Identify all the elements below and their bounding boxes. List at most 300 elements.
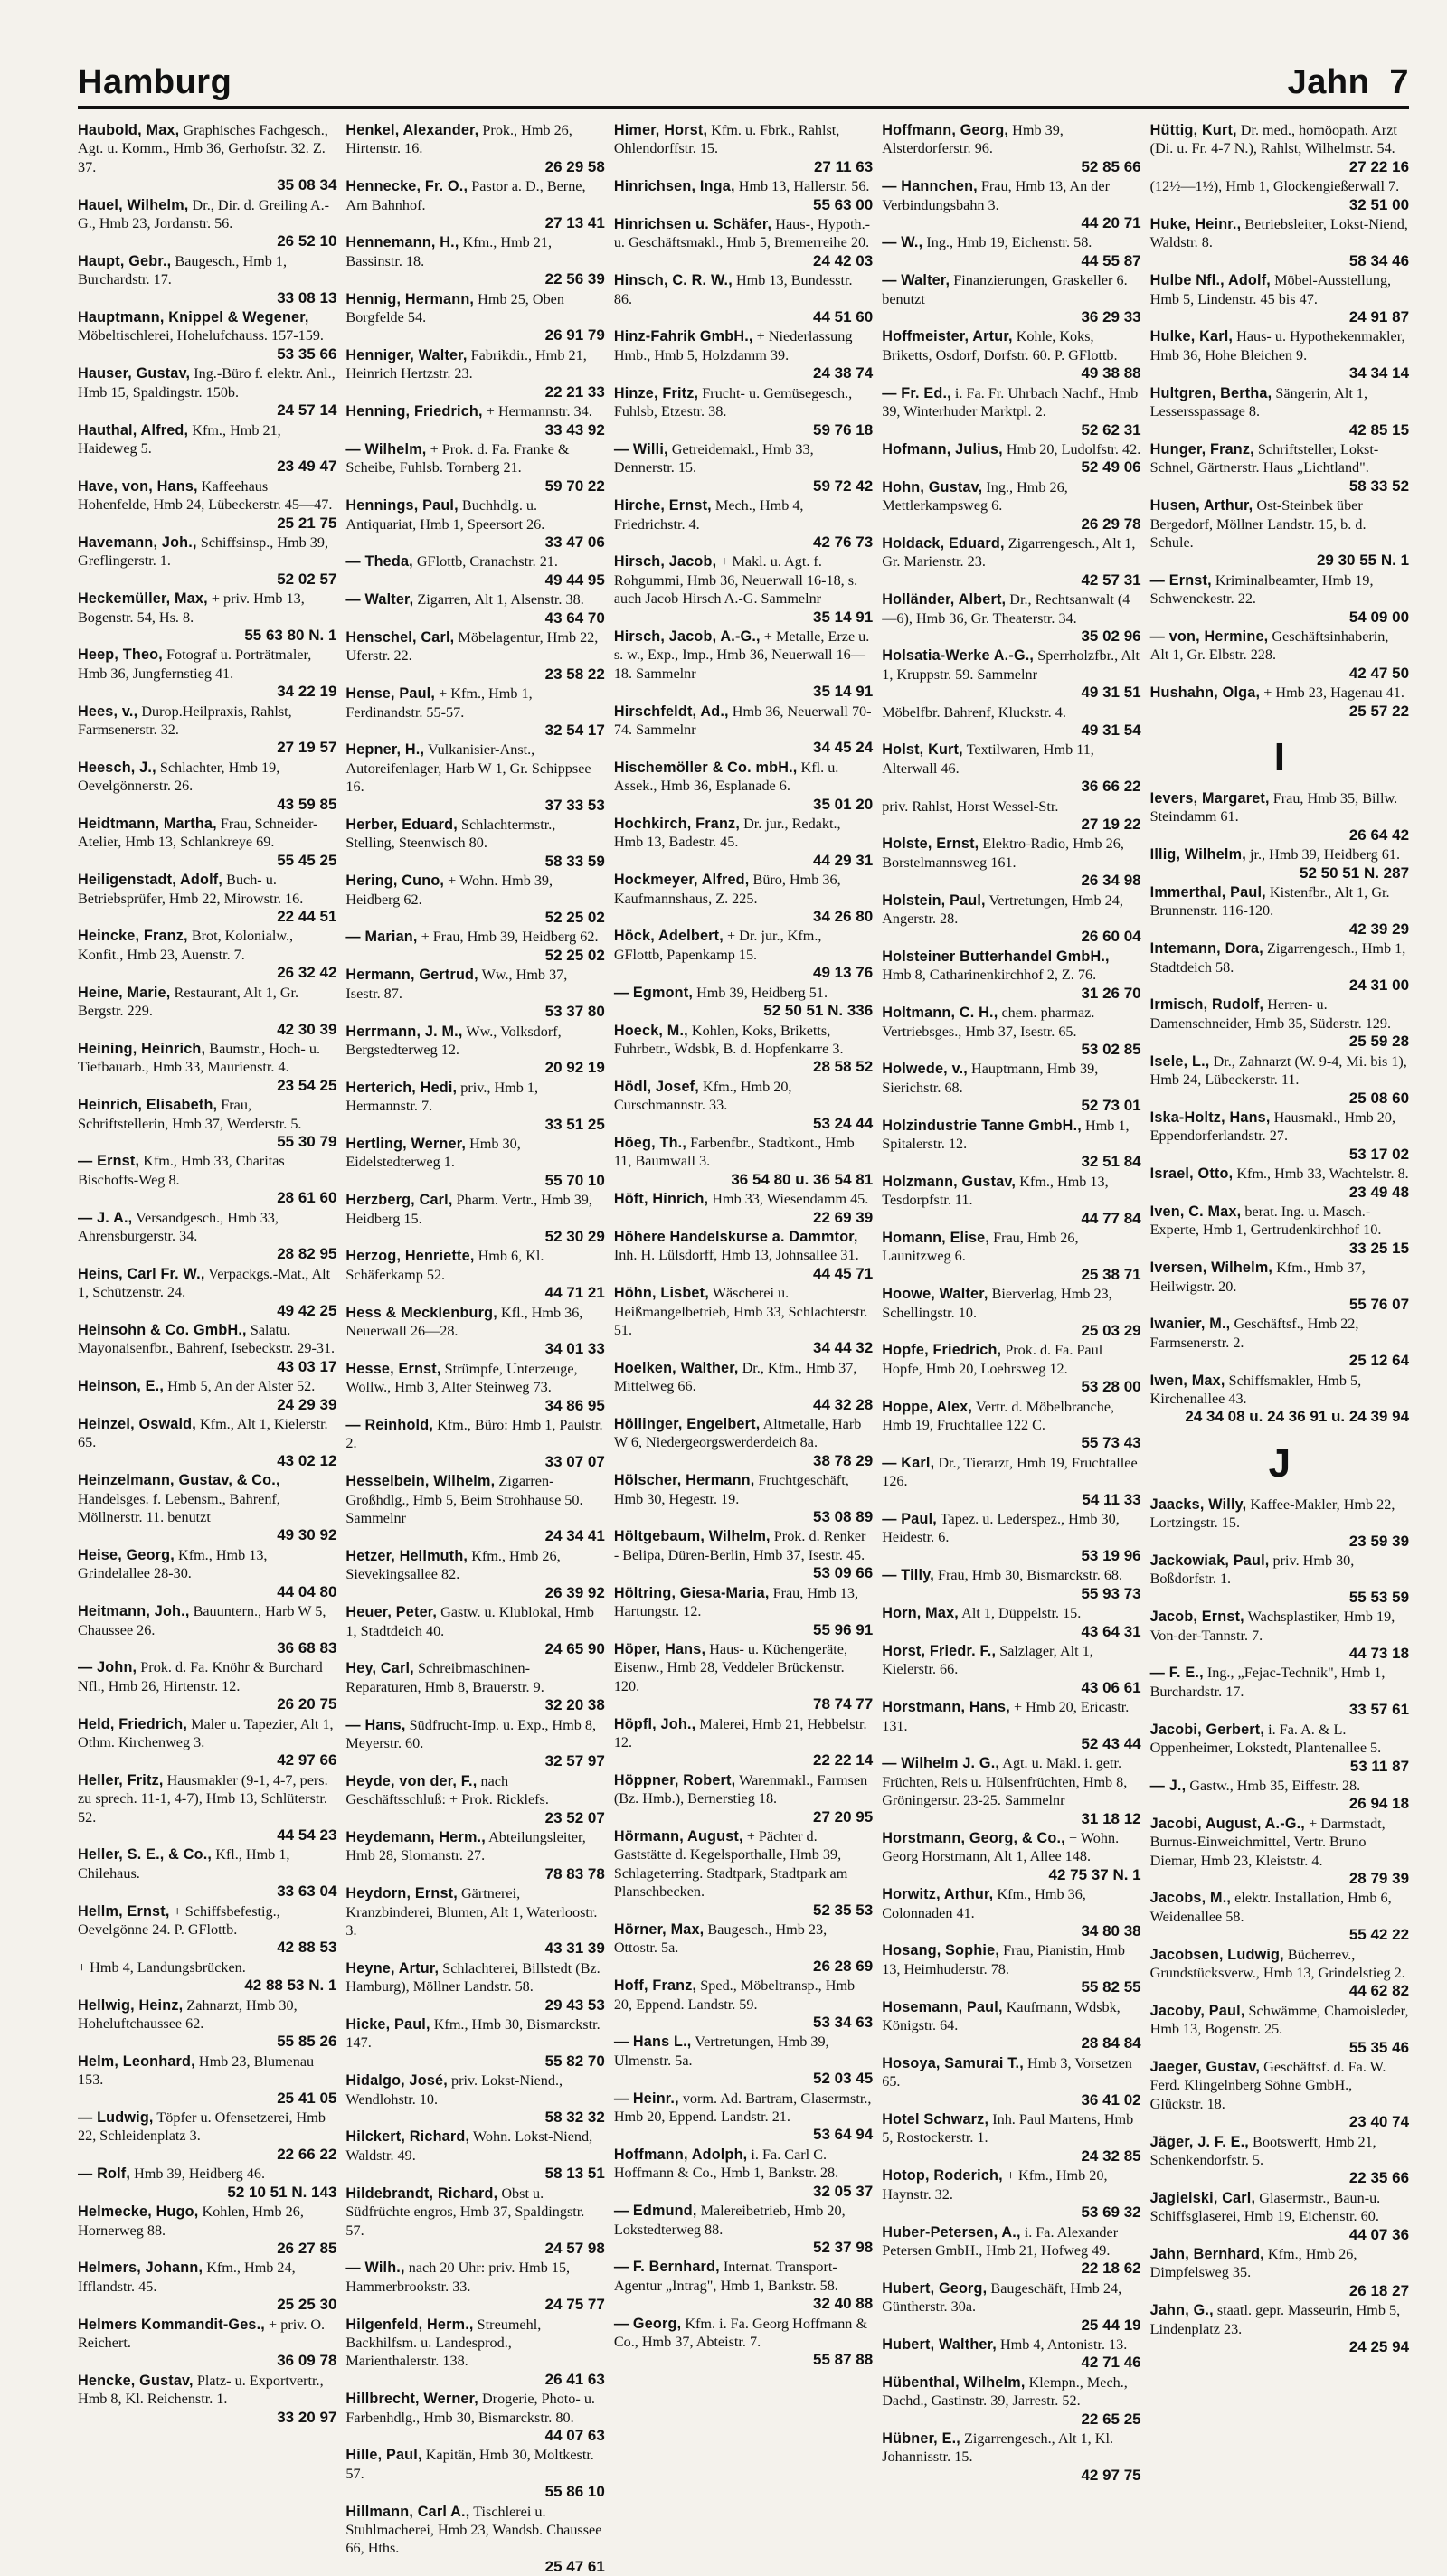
directory-entry xyxy=(78,2165,336,2202)
entry-name: Heep, Theo, xyxy=(78,646,163,664)
entry-details: Tischlerei u. Stuhlmacherei, Hmb 23, Wandsb. Chaussee 66, Hths. xyxy=(345,2503,602,2557)
entry-phone: 43 06 61 xyxy=(1081,1678,1141,1696)
directory-entry xyxy=(614,1977,873,2032)
entry-details: Möbeltischlerei, Hohelufchauss. 157-159. xyxy=(78,327,324,344)
directory-entry xyxy=(1150,1259,1409,1314)
entry-phone: 53 09 66 xyxy=(813,1564,874,1582)
entry-details: Kfm., Hmb 36, Colonnaden 41. xyxy=(882,1886,1086,1921)
entry-name: Hockmeyer, Alfred, xyxy=(613,872,750,889)
entry-name: — Reinhold, xyxy=(345,1417,434,1434)
directory-entry xyxy=(1150,1052,1409,1108)
entry-phone: 55 85 26 xyxy=(277,2033,337,2051)
entry-name: — Walter, xyxy=(882,272,950,289)
entry-phone: 52 62 31 xyxy=(1081,420,1141,439)
directory-entry xyxy=(345,177,604,232)
directory-entry xyxy=(78,2316,336,2371)
directory-entry xyxy=(614,1228,873,1283)
directory-entry xyxy=(78,2203,336,2258)
entry-name: Husen, Arthur, xyxy=(1149,497,1253,514)
entry-phone: 43 59 85 xyxy=(277,795,337,813)
entry-phone: 43 31 39 xyxy=(544,1939,605,1958)
entry-phone: 27 20 95 xyxy=(813,1807,874,1826)
directory-entry xyxy=(78,1415,336,1470)
entry-name: Hotop, Roderich, xyxy=(882,2167,1003,2184)
entry-name: Haupt, Gebr., xyxy=(78,252,172,269)
entry-phone: 42 71 46 xyxy=(1081,2354,1141,2372)
entry-phone: 26 27 85 xyxy=(277,2239,337,2257)
entry-name: Herterich, Hedi, xyxy=(345,1079,458,1096)
directory-entry xyxy=(614,815,873,870)
entry-phone: 26 91 79 xyxy=(544,326,605,344)
directory-entry xyxy=(1150,1165,1409,1202)
entry-name: — F. Bernhard, xyxy=(613,2259,720,2276)
entry-phone: 33 47 06 xyxy=(544,533,605,551)
entry-name: — Paul, xyxy=(882,1511,937,1528)
entry-phone: 25 59 28 xyxy=(1348,1033,1410,1051)
entry-phone: 44 73 18 xyxy=(1348,1645,1410,1663)
entry-details: Kohlen, Hmb 26, Hornerweg 88. xyxy=(78,2203,304,2239)
entry-details: Altmetalle, Harb W 6, Niedergeorgswerderdeich 8a. xyxy=(613,1416,862,1451)
entry-details: nach 20 Uhr: priv. Hmb 15, Hammerbrookstr. 33. xyxy=(345,2260,571,2295)
entry-details: Geschäftsinhaberin, Alt 1, Gr. Elbstr. 228. xyxy=(1149,627,1389,664)
entry-phone: 36 41 02 xyxy=(1081,2090,1141,2109)
directory-entry xyxy=(345,1360,604,1415)
directory-entry xyxy=(614,759,873,814)
entry-name: Heise, Georg, xyxy=(78,1546,175,1563)
directory-entry xyxy=(1150,121,1409,176)
directory-entry xyxy=(614,2202,873,2257)
entry-phone: 25 44 19 xyxy=(1081,2316,1141,2334)
entry-details: Kfm., Alt 1, Kielerstr. 65. xyxy=(78,1416,328,1451)
entry-details: + Hmb 23, Hagenau 41. xyxy=(1263,684,1404,702)
entry-details: Baumstr., Hoch- u. Tiefbauarb., Hmb 33, Maurienstr. 4. xyxy=(78,1040,321,1076)
entry-name: Höllinger, Engelbert, xyxy=(613,1416,761,1433)
running-name: Jahn xyxy=(1287,63,1370,101)
entry-details: Vulkanisier-Anst., Autoreifenlager, Harb W 1, Gr. Schippsee 16. xyxy=(345,741,591,796)
directory-entry xyxy=(614,1771,873,1826)
entry-name: — Rolf, xyxy=(78,2166,131,2183)
directory-entry xyxy=(614,1640,873,1714)
directory-entry xyxy=(882,646,1140,702)
entry-details: Prok. d. Renker - Belipa, Düren-Berlin, Hmb 37, Isestr. 45. xyxy=(613,1528,866,1563)
entry-phone: 28 82 95 xyxy=(277,1245,337,1263)
entry-details: Drogerie, Photo- u. Farbenhdlg., Hmb 30, Bismarckstr. 80. xyxy=(345,2391,595,2426)
entry-name: Hertling, Werner, xyxy=(345,1135,467,1152)
directory-entry xyxy=(882,233,1140,270)
entry-phone: 36 54 80 u. 36 54 81 xyxy=(731,1170,874,1188)
entry-name: Hübner, E., xyxy=(882,2430,960,2447)
entry-phone: 25 12 64 xyxy=(1348,1352,1410,1370)
entry-phone: 44 71 21 xyxy=(544,1284,605,1302)
directory-entry xyxy=(882,948,1140,1003)
entry-phone: 44 07 36 xyxy=(1348,2225,1410,2243)
entry-name: Holwede, v., xyxy=(882,1061,968,1078)
entry-name: Heydorn, Ernst, xyxy=(345,1885,458,1902)
directory-entry xyxy=(345,1416,604,1471)
entry-name: Horstmann, Georg, & Co., xyxy=(882,1829,1065,1846)
directory-entry xyxy=(882,1510,1140,1565)
directory-entry xyxy=(882,703,1140,741)
entry-name: Holdack, Eduard, xyxy=(882,534,1005,552)
entry-details: Sperrholzfbr., Alt 1, Kruppstr. 59. Sammelnr xyxy=(882,647,1140,683)
entry-details: Vertr. d. Möbelbranche, Hmb 19, Fruchtallee 122 C. xyxy=(882,1398,1115,1434)
entry-phone: 52 30 29 xyxy=(544,1227,605,1245)
directory-entry xyxy=(345,1659,604,1714)
entry-name: Hubert, Georg, xyxy=(882,2279,988,2297)
entry-details: Geschäftsf. d. Fa. W. Ferd. Klingelnberg Söhne GmbH., Glückstr. 18. xyxy=(1149,2059,1386,2112)
directory-entry xyxy=(345,233,604,288)
directory-entry xyxy=(1150,2002,1409,2057)
entry-name: Himer, Horst, xyxy=(613,122,708,138)
entry-details: Haus- u. Küchengeräte, Eisenw., Hmb 28, Veddeler Brückenstr. 120. xyxy=(613,1640,848,1694)
entry-details: Pharm. Vertr., Hmb 39, Heidberg 15. xyxy=(345,1192,592,1227)
directory-entry xyxy=(882,1642,1140,1697)
directory-entry xyxy=(882,1060,1140,1115)
directory-entry xyxy=(1150,995,1409,1051)
entry-phone: 27 22 16 xyxy=(1348,157,1410,175)
entry-details: Brot, Kolonialw., Konfit., Hmb 23, Auenstr. 7. xyxy=(78,928,294,963)
entry-name: Hirsch, Jacob, xyxy=(613,553,717,571)
entry-phone: 52 50 51 N. 336 xyxy=(763,1002,874,1020)
directory-entry xyxy=(345,402,604,439)
entry-name: Hübenthal, Wilhelm, xyxy=(882,2373,1026,2391)
entry-details: Wachsplastiker, Hmb 19, Von-der-Tannstr. 7. xyxy=(1149,1609,1395,1644)
city-heading: Hamburg xyxy=(78,63,232,101)
entry-name: Heitmann, Joh., xyxy=(78,1603,190,1620)
entry-details: Schlachtermstr., Stelling, Steenwisch 80. xyxy=(345,816,556,852)
entry-details: Betriebsleiter, Lokst-Niend, Waldstr. 8. xyxy=(1149,216,1408,251)
entry-details: staatl. gepr. Masseurin, Hmb 5, Lindenplatz 23. xyxy=(1149,2302,1401,2337)
entry-name: Holländer, Albert, xyxy=(882,591,1007,609)
directory-entry xyxy=(614,384,873,439)
entry-phone: 26 29 78 xyxy=(1081,514,1141,533)
entry-phone: 42 57 31 xyxy=(1081,571,1141,589)
directory-entry xyxy=(345,1247,604,1302)
directory-entry xyxy=(1150,496,1409,571)
entry-name: — Wilhelm J. G., xyxy=(882,1755,1000,1772)
directory-entry xyxy=(78,927,336,982)
entry-name: Hopfe, Friedrich, xyxy=(882,1342,1002,1359)
directory-entry xyxy=(882,1566,1140,1603)
directory-entry xyxy=(345,1959,604,2015)
directory-entry xyxy=(345,2184,604,2259)
entry-name: Heincke, Franz, xyxy=(78,928,188,945)
entry-details: priv. Hmb 30, Boßdorfstr. 1. xyxy=(1149,1552,1355,1588)
entry-name: — Wilhelm, xyxy=(345,440,427,458)
entry-phone: 22 56 39 xyxy=(544,270,605,288)
entry-phone: 52 73 01 xyxy=(1081,1097,1141,1115)
directory-entry xyxy=(882,1998,1140,2053)
directory-entry xyxy=(614,2258,873,2313)
directory-entry xyxy=(1150,1315,1409,1370)
entry-name: Heuer, Peter, xyxy=(345,1604,438,1621)
entry-details: Kfm., Hmb 24, Ifflandstr. 45. xyxy=(78,2260,296,2295)
entry-name: Hencke, Gustav, xyxy=(78,2372,194,2389)
page-header xyxy=(78,63,1409,109)
directory-entry xyxy=(882,177,1140,232)
entry-phone: 35 14 91 xyxy=(813,683,874,701)
directory-entry xyxy=(1150,2058,1409,2132)
directory-entry xyxy=(1150,1608,1409,1663)
entry-name: Hödl, Josef, xyxy=(613,1078,699,1095)
entry-name: Hofmann, Julius, xyxy=(882,440,1003,458)
directory-entry xyxy=(882,892,1140,947)
entry-details: Bauuntern., Harb W 5, Chaussee 26. xyxy=(78,1603,326,1638)
entry-name: Heinrich, Elisabeth, xyxy=(78,1097,218,1114)
entry-phone: 33 43 92 xyxy=(544,420,605,439)
entry-name: Hellwig, Heinz, xyxy=(78,1996,184,2014)
entry-details: + Dr. jur., Kfm., GFlottb, Papenkamp 15. xyxy=(613,928,822,963)
entry-phone: 44 45 71 xyxy=(813,1264,874,1282)
entry-name: Heyde, von der, F., xyxy=(345,1772,478,1789)
directory-entry xyxy=(882,2373,1140,2429)
entry-name: Jäger, J. F. E., xyxy=(1149,2133,1249,2150)
columns-container xyxy=(78,121,1410,2575)
directory-entry xyxy=(78,1152,336,1207)
entry-details: Frau, Hmb 13, An der Verbindungsbahn 3. xyxy=(882,178,1110,213)
entry-details: Hmb 8, Catharinenkirchhof 2, Z. 76. xyxy=(882,967,1097,984)
entry-details: Schwämme, Chamoisleder, Hmb 13, Bogenstr. 25. xyxy=(1149,2002,1409,2038)
entry-phone: 33 08 13 xyxy=(277,288,337,307)
entry-phone: 43 64 31 xyxy=(1081,1622,1141,1640)
entry-details: Kfm., Hmb 33, Charitas Bischoffs-Weg 8. xyxy=(78,1153,285,1188)
column-3 xyxy=(613,121,874,2369)
entry-details: Hausmakler (9-1, 4-7, pers. zu sprech. 11-1, 4-7), Hmb 13, Schlüterstr. 52. xyxy=(78,1771,328,1826)
directory-entry xyxy=(614,1584,873,1639)
entry-phone: 28 79 39 xyxy=(1348,1869,1410,1887)
entry-phone: 53 34 63 xyxy=(813,2014,874,2032)
directory-entry xyxy=(1150,789,1409,845)
entry-phone: 52 85 66 xyxy=(1081,157,1141,175)
entry-name: Hinsch, C. R. W., xyxy=(613,272,733,289)
entry-name: Jahn, Bernhard, xyxy=(1149,2246,1264,2263)
directory-entry xyxy=(1150,939,1409,995)
entry-name: Hilgenfeld, Herm., xyxy=(345,2316,474,2333)
entry-details: Hmb 39, Alsterdorferstr. 96. xyxy=(882,122,1064,157)
entry-phone: 58 34 46 xyxy=(1348,251,1410,269)
entry-details: + Niederlassung Hmb., Hmb 5, Holzdamm 39. xyxy=(613,328,853,363)
directory-entry xyxy=(614,2315,873,2370)
entry-details: Vertretungen, Hmb 39, Ulmenstr. 5a. xyxy=(613,2033,829,2069)
entry-details: Elektro-Radio, Hmb 26, Borstelmannsweg 161. xyxy=(882,835,1124,871)
entry-name: — Ludwig, xyxy=(78,2109,154,2127)
entry-details: Hauptmann, Hmb 39, Sierichstr. 68. xyxy=(882,1061,1099,1096)
directory-entry xyxy=(614,927,873,982)
entry-phone: 78 74 77 xyxy=(813,1695,874,1713)
entry-details: Kapitän, Hmb 30, Moltkestr. 57. xyxy=(345,2447,594,2482)
entry-details: Zigarrengesch., Alt 1, Kl. Johannisstr. 15. xyxy=(882,2430,1113,2466)
entry-details: Möbelfbr. Bahrenf, Kluckstr. 4. xyxy=(882,703,1066,721)
entry-phone: 22 65 25 xyxy=(1081,2410,1141,2428)
entry-phone: 55 63 80 N. 1 xyxy=(244,626,337,644)
directory-entry xyxy=(882,835,1140,890)
entry-phone: 35 02 96 xyxy=(1081,627,1141,645)
directory-entry xyxy=(614,1190,873,1227)
directory-entry xyxy=(345,1135,604,1190)
entry-name: — J., xyxy=(1149,1777,1187,1794)
entry-phone: 26 60 04 xyxy=(1081,928,1141,946)
directory-entry xyxy=(614,215,873,270)
entry-phone: 24 34 41 xyxy=(544,1527,605,1545)
entry-name: Hennemann, H., xyxy=(345,234,459,251)
entry-phone: 44 54 23 xyxy=(277,1826,337,1844)
entry-details: i. Fa. Carl C. Hoffmann & Co., Hmb 1, Bankstr. 28. xyxy=(613,2146,839,2182)
entry-details: Getreidemakl., Hmb 33, Dennerstr. 15. xyxy=(613,440,814,477)
entry-name: Henkel, Alexander, xyxy=(345,122,479,138)
entry-details: Dr., Dir. d. Greiling A.-G., Hmb 23, Jordanstr. 56. xyxy=(78,196,330,232)
entry-details: Glasermstr., Baun-u. Schiffsglaserei, Hmb 19, Eichenstr. 60. xyxy=(1149,2189,1381,2225)
entry-name: Hulbe Nfl., Adolf, xyxy=(1149,272,1272,289)
entry-details: Hmb 20, Ludolfstr. 42. xyxy=(1006,440,1141,458)
entry-details: Frau, Schneider-Atelier, Hmb 13, Schlankreye 69. xyxy=(78,816,318,851)
entry-name: Hering, Cuno, xyxy=(345,873,445,890)
entry-name: Hinrichsen u. Schäfer, xyxy=(613,216,772,233)
entry-name: — Walter, xyxy=(345,591,414,609)
entry-details: elektr. Installation, Hmb 6, Weidenallee 58. xyxy=(1149,1890,1392,1925)
entry-phone: 24 32 85 xyxy=(1081,2147,1141,2165)
entry-phone: 44 04 80 xyxy=(277,1582,337,1600)
directory-entry xyxy=(345,2446,604,2501)
entry-name: Hinz-Fahrik GmbH., xyxy=(613,328,753,345)
entry-name: Holtmann, C. H., xyxy=(882,1005,998,1022)
entry-phone: 58 32 32 xyxy=(544,2109,605,2127)
entry-details: Frau, Schriftstellerin, Hmb 37, Werderstr. 5. xyxy=(78,1097,302,1132)
entry-details: Alt 1, Düppelstr. 15. xyxy=(961,1605,1082,1622)
entry-details: Kfm., Hmb 13, Grindelallee 28-30. xyxy=(78,1546,268,1582)
entry-details: Malerei, Hmb 21, Hebbelstr. 12. xyxy=(613,1715,867,1750)
entry-name: — W., xyxy=(882,234,923,251)
entry-name: Hennig, Hermann, xyxy=(345,290,475,307)
entry-details: Kaffeehaus Hohenfelde, Hmb 24, Lübeckerstr. 45—47. xyxy=(78,477,333,514)
entry-details: Kfm., Hmb 26, Sievekingsallee 82. xyxy=(345,1547,561,1583)
directory-entry xyxy=(345,966,604,1021)
entry-phone: 42 88 53 xyxy=(277,1939,337,1957)
entry-details: Kfm., Hmb 13, Tesdorpfstr. 11. xyxy=(882,1173,1109,1209)
entry-details: Hausmakl., Hmb 20, Eppendorferlandstr. 27. xyxy=(1149,1109,1396,1145)
entry-phone: 24 57 14 xyxy=(277,401,337,420)
entry-details: Schreibmaschinen-Reparaturen, Hmb 8, Brauerstr. 9. xyxy=(345,1660,544,1695)
directory-entry xyxy=(345,741,604,815)
entry-details: Büro, Hmb 36, Kaufmannshaus, Z. 225. xyxy=(613,872,841,907)
directory-entry xyxy=(882,2166,1140,2222)
entry-phone: 31 18 12 xyxy=(1081,1809,1141,1827)
entry-details: Kfl. u. Assek., Hmb 36, Esplanade 6. xyxy=(613,759,839,795)
entry-phone: 26 34 98 xyxy=(1081,872,1141,890)
entry-name: Jacoby, Paul, xyxy=(1149,2002,1245,2019)
entry-phone: 34 80 38 xyxy=(1081,1922,1141,1939)
directory-entry xyxy=(882,271,1140,326)
entry-name: Iwanier, M., xyxy=(1149,1316,1231,1333)
directory-entry xyxy=(345,346,604,401)
directory-entry xyxy=(882,1754,1140,1828)
entry-name: Horwitz, Arthur, xyxy=(882,1886,994,1903)
entry-name: Hosoya, Samurai T., xyxy=(882,2054,1024,2071)
entry-details: Schlachter, Hmb 19, Oevelgönnerstr. 26. xyxy=(78,759,280,795)
entry-name: — Marian, xyxy=(345,929,418,946)
directory-entry xyxy=(345,440,604,495)
entry-phone: 25 57 22 xyxy=(1348,702,1410,720)
entry-name: Iska-Holtz, Hans, xyxy=(1149,1109,1271,1126)
directory-entry xyxy=(1150,1889,1409,1944)
entry-details: Durop.Heilpraxis, Rahlst, Farmsenerstr. 32. xyxy=(78,703,292,738)
entry-details: Sped., Möbeltransp., Hmb 20, Eppend. Landstr. 59. xyxy=(613,1977,856,2013)
entry-details: Inh. Paul Martens, Hmb 5, Rostockerstr. 1. xyxy=(882,2111,1134,2147)
entry-details: Buchhdlg. u. Antiquariat, Hmb 1, Speersort 26. xyxy=(345,497,545,533)
entry-name: Hennecke, Fr. O., xyxy=(345,178,468,195)
directory-entry xyxy=(614,271,873,326)
entry-details: Kfm., Hmb 33, Wachtelstr. 8. xyxy=(1236,1165,1409,1183)
entry-name: Hohn, Gustav, xyxy=(882,478,983,495)
page-running-head xyxy=(1288,63,1409,102)
directory-entry xyxy=(882,534,1140,590)
entry-phone: 34 44 32 xyxy=(813,1339,874,1357)
entry-details: + Hermannstr. 34. xyxy=(486,403,592,420)
entry-details: Kohlen, Koks, Briketts, Fuhrbetr., Wdsbk, B. d. Hopfenkarre 3. xyxy=(613,1022,844,1057)
entry-details: + priv. Hmb 13, Bogenstr. 54, Hs. 8. xyxy=(78,590,305,626)
entry-phone: 44 29 31 xyxy=(813,851,874,869)
entry-name: Hermann, Gertrud, xyxy=(345,967,478,984)
entry-phone: 49 31 54 xyxy=(1081,722,1141,739)
entry-details: i. Fa. A. & L. Oppenheimer, Lokstedt, Plantenallee 5. xyxy=(1149,1721,1382,1757)
entry-phone: 49 31 51 xyxy=(1081,684,1141,702)
entry-details: Kfm., Hmb 20, Curschmannstr. 33. xyxy=(613,1078,792,1114)
entry-details: priv. Rahlst, Horst Wessel-Str. xyxy=(882,797,1059,815)
entry-phone: 23 49 47 xyxy=(277,458,337,476)
directory-entry xyxy=(614,1359,873,1414)
entry-phone: 35 01 20 xyxy=(813,795,874,813)
entry-details: Kfl., Hmb 1, Chilehaus. xyxy=(78,1846,290,1882)
entry-phone: 35 14 91 xyxy=(813,608,874,626)
entry-phone: 32 51 00 xyxy=(1348,195,1410,213)
entry-name: Heins, Carl Fr. W., xyxy=(78,1265,205,1282)
entry-name: Hense, Paul, xyxy=(345,685,436,703)
entry-name: Hüttig, Kurt, xyxy=(1149,122,1237,138)
entry-details: Frau, Pianistin, Hmb 13, Heimhuderstr. 78. xyxy=(882,1942,1125,1977)
entry-name: Huber-Petersen, A., xyxy=(882,2223,1021,2241)
entry-details: Farbenfbr., Stadtkont., Hmb 11, Baumwall 3. xyxy=(613,1134,855,1170)
entry-phone: 78 83 78 xyxy=(544,1864,605,1882)
entry-name: Hultgren, Bertha, xyxy=(1149,384,1272,401)
entry-phone: 25 25 30 xyxy=(277,2296,337,2314)
entry-details: Klempn., Mech., Dachd., Gastinstr. 39, Jarrestr. 52. xyxy=(882,2373,1128,2410)
entry-phone: 52 25 02 xyxy=(544,946,605,964)
directory-entry xyxy=(1150,440,1409,495)
entry-phone: 22 22 14 xyxy=(813,1751,874,1769)
directory-entry xyxy=(882,590,1140,646)
entry-details: Prok. d. Fa. Paul Hopfe, Hmb 20, Loehrsweg 12. xyxy=(882,1342,1103,1377)
entry-name: Hauthal, Alfred, xyxy=(78,421,189,439)
entry-name: Henniger, Walter, xyxy=(345,346,468,363)
entry-name: Hirschfeldt, Ad., xyxy=(613,703,729,720)
entry-name: Henschel, Carl, xyxy=(345,628,455,646)
directory-entry xyxy=(882,1398,1140,1453)
directory-entry xyxy=(78,477,336,533)
entry-details: Tapez. u. Lederspez., Hmb 30, Heidestr. 6. xyxy=(882,1511,1120,1546)
entry-details: Hmb 6, Kl. Schäferkamp 52. xyxy=(345,1248,544,1283)
directory-entry xyxy=(78,1040,336,1095)
entry-details: Baugeschäft, Hmb 24, Güntherstr. 30a. xyxy=(882,2279,1122,2316)
column-2 xyxy=(345,121,605,2575)
entry-details: Hmb 39, Heidberg 46. xyxy=(134,2166,266,2183)
directory-entry xyxy=(1150,1815,1409,1889)
entry-phone: 29 30 55 N. 1 xyxy=(1316,552,1410,570)
entry-name: Hosemann, Paul, xyxy=(882,1998,1003,2015)
entry-name: — Karl, xyxy=(882,1454,935,1471)
directory-entry xyxy=(345,121,604,176)
entry-name: Ievers, Margaret, xyxy=(1149,790,1270,807)
entry-name: Höper, Hans, xyxy=(613,1640,706,1657)
entry-details: i. Fa. Fr. Uhrbach Nachf., Hmb 39, Winterhuder Marktpl. 2. xyxy=(882,384,1139,420)
